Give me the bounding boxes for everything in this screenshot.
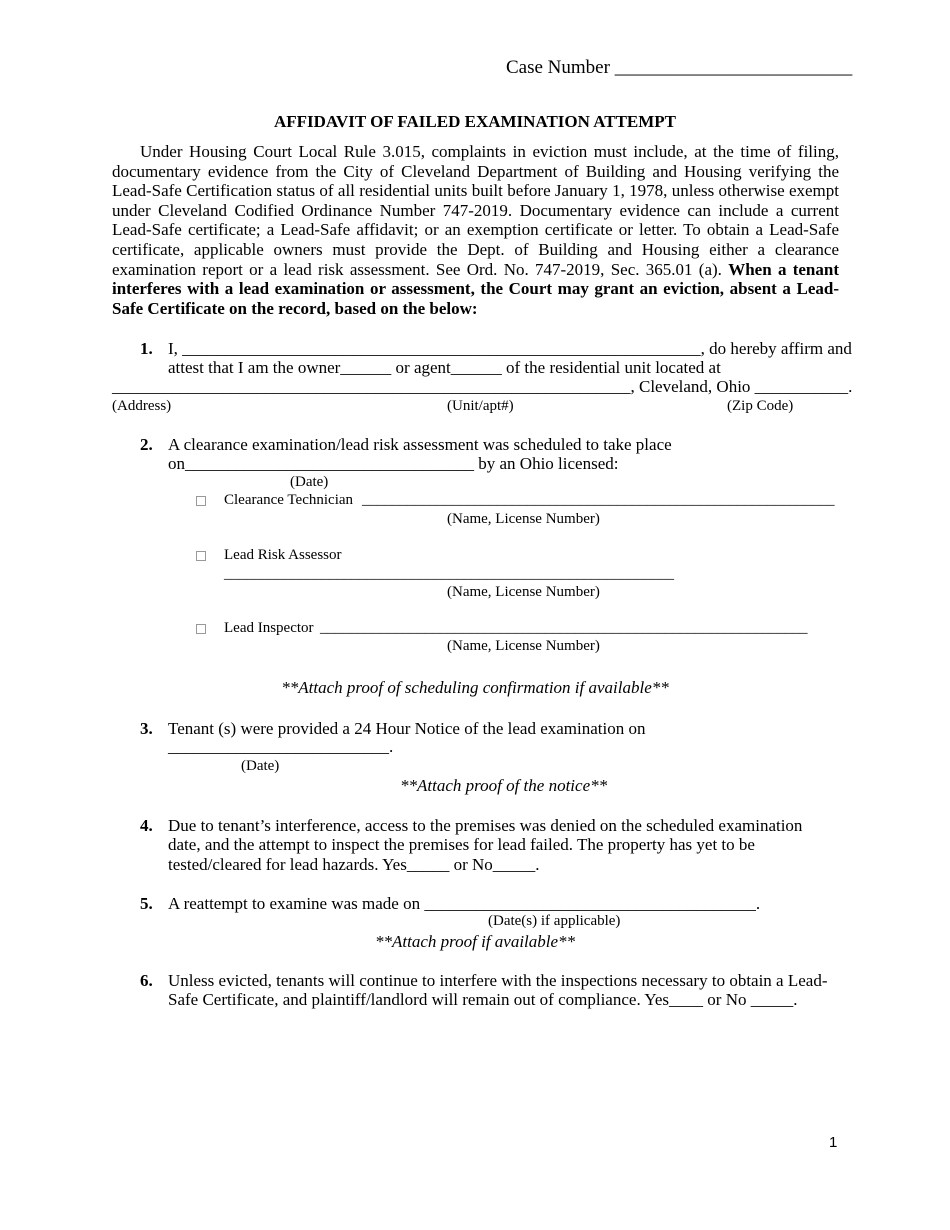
owner-name-field[interactable]: I, _____________________________________________________________, do hereby affirm and — [168, 339, 852, 358]
item-3-text: Tenant (s) were provided a 24 Hour Notice of the lead examination on — [168, 719, 646, 738]
unit-label: (Unit/apt#) — [447, 398, 514, 414]
item-2-number: 2. — [140, 435, 153, 454]
scheduled-date-field[interactable]: on__________________________________ by an Ohio licensed: — [168, 454, 619, 473]
address-field[interactable]: _____________________________________________________________, Cleveland, Ohio ___________. — [112, 377, 853, 396]
reattempt-attach-note: **Attach proof if available** — [375, 932, 576, 951]
clearance-technician-field[interactable]: _______________________________________________________________ — [362, 492, 835, 508]
item-4-text-line-1: Due to tenant’s interference, access to the premises was denied on the scheduled examination — [168, 816, 803, 835]
case-number-field[interactable]: Case Number _________________________ — [506, 57, 853, 78]
intro-paragraph — [112, 142, 839, 318]
reattempt-date-field[interactable]: A reattempt to examine was made on _______________________________________. — [168, 894, 761, 913]
lead-inspector-checkbox[interactable] — [196, 624, 206, 634]
lead-risk-assessor-checkbox[interactable] — [196, 551, 206, 561]
address-label: (Address) — [112, 398, 172, 414]
owner-agent-selection[interactable]: attest that I am the owner______ or agent______ of the residential unit located at — [168, 358, 721, 377]
item-1-number: 1. — [140, 339, 153, 358]
page-number: 1 — [829, 1134, 838, 1151]
scheduled-date-label: (Date) — [290, 474, 329, 490]
compliance-yes-no[interactable]: Safe Certificate, and plaintiff/landlord will remain out of compliance. Yes____ or No _____. — [168, 990, 798, 1009]
document-title: AFFIDAVIT OF FAILED EXAMINATION ATTEMPT — [273, 112, 677, 131]
item-4-text-line-2: date, and the attempt to inspect the premises for lead failed. The property has yet to be — [168, 835, 755, 854]
lead-risk-assessor-name-label: (Name, License Number) — [447, 584, 600, 600]
reattempt-date-label: (Date(s) if applicable) — [488, 913, 621, 929]
lead-inspector-name-label: (Name, License Number) — [447, 638, 600, 654]
intro-bold-text: When a tenant interferes with a lead examination or assessment, the Court may grant an eviction, absent a Lead-Safe Certificate on the record, based on the below: — [112, 259, 839, 318]
zip-code-label: (Zip Code) — [727, 398, 794, 414]
notice-date-field[interactable]: __________________________. — [168, 737, 394, 756]
item-3-number: 3. — [140, 719, 153, 738]
lead-tested-yes-no[interactable]: tested/cleared for lead hazards. Yes_____ or No_____. — [168, 855, 540, 874]
lead-risk-assessor-label: Lead Risk Assessor — [224, 547, 342, 563]
item-5-number: 5. — [140, 894, 153, 913]
item-4-number: 4. — [140, 816, 153, 835]
lead-inspector-label: Lead Inspector — [224, 620, 314, 636]
lead-inspector-field[interactable]: _________________________________________________________________ — [320, 620, 808, 636]
notice-attach-note: **Attach proof of the notice** — [400, 776, 608, 795]
clearance-technician-checkbox[interactable] — [196, 496, 206, 506]
notice-date-label: (Date) — [241, 758, 280, 774]
clearance-technician-label: Clearance Technician — [224, 492, 354, 508]
item-2-text: A clearance examination/lead risk assessment was scheduled to take place — [168, 435, 672, 454]
clearance-technician-name-label: (Name, License Number) — [447, 511, 600, 527]
scheduling-attach-note: **Attach proof of scheduling confirmation if available** — [281, 678, 669, 697]
lead-risk-assessor-field[interactable]: ____________________________________________________________ — [224, 566, 674, 582]
item-6-text-line-1: Unless evicted, tenants will continue to interfere with the inspections necessary to obtain a Lead- — [168, 971, 828, 990]
intro-text: Under Housing Court Local Rule 3.015, complaints in eviction must include, at the time of filing, documentary evidence from the City of Cleveland Department of Building and Housing verifying the Lead-Safe Certification status of all residential units built before January 1, 1978, unless otherwise exempt under Cleveland Codified Ordinance Number 747-2019. Documentary evidence can include a current Lead-Safe certificate; a Lead-Safe affidavit; or an exemption certificate or letter. To obtain a Lead-Safe certificate, applicable owners must provide the Dept. of Building and Housing either a clearance examination report or a lead risk assessment. See Ord. No. 747-2019, Sec. 365.01 (a). — [112, 142, 839, 279]
item-6-number: 6. — [140, 971, 153, 990]
